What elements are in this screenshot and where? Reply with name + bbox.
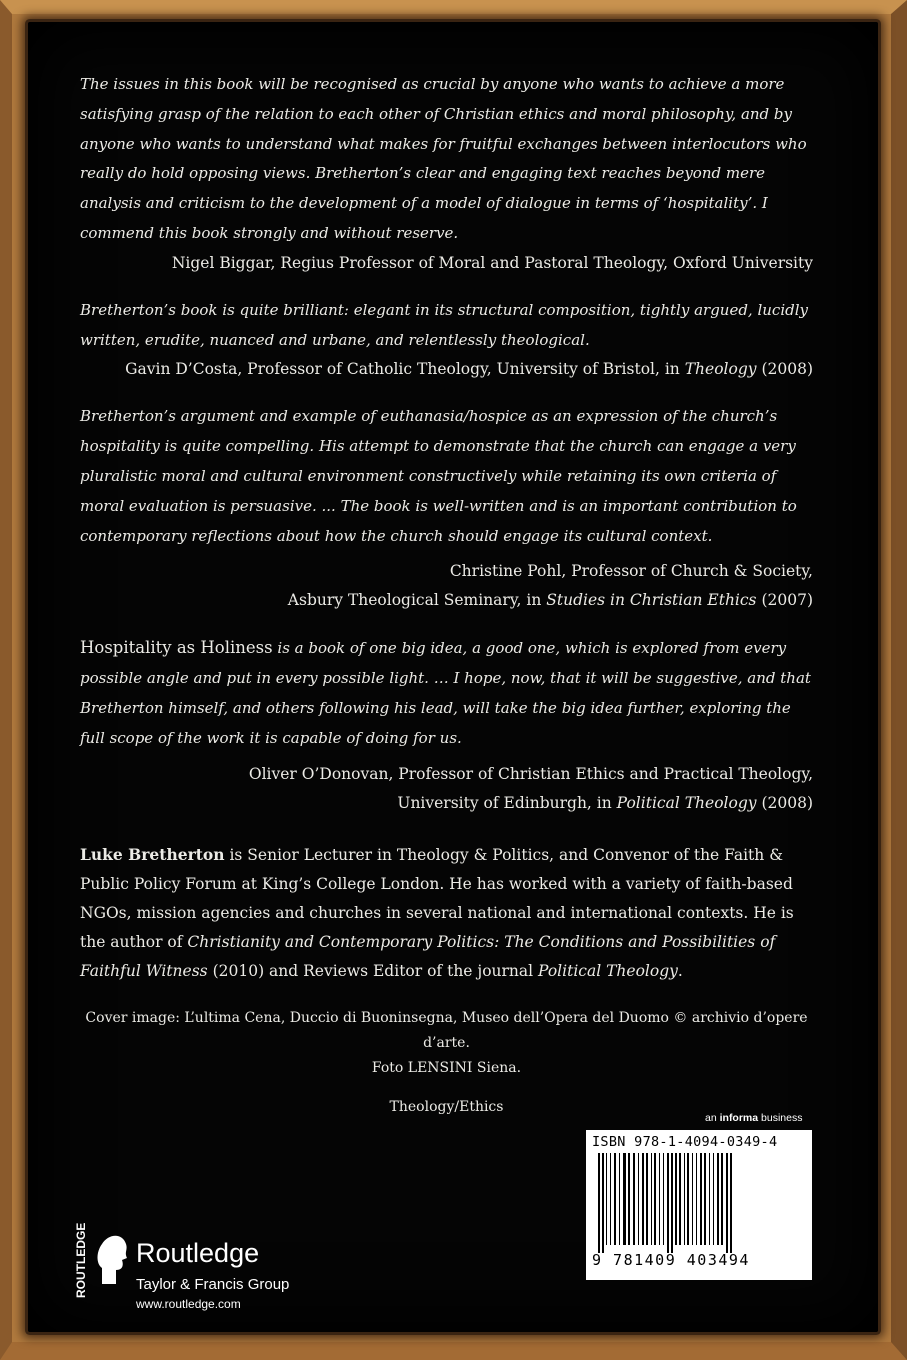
routledge-vertical-wordmark: [70, 1218, 90, 1298]
review-attribution-line1: Christine Pohl, Professor of Church & Society,: [449, 562, 813, 581]
subject-category: Theology/Ethics: [389, 1098, 504, 1115]
source-year: (2008): [761, 793, 813, 812]
author-book-title: Christianity and Contemporary Politics: The Conditions and Possibilities of Faithful Witness: [80, 932, 776, 980]
quote-text: is a book of one big idea, a good one, which is explored from every possible angle and put in every possible light. … I hope, now, that it will be suggestive, and that Bretherton himself, and others following his lead, will take the big idea further, exploring the full scope of the work it is capable of doing for us.: [80, 639, 811, 747]
barcode-bar: [642, 1153, 644, 1245]
barcode-bar: [675, 1153, 677, 1245]
review-quote: [80, 633, 813, 753]
bio-text-2: (2010) and Reviews Editor of the journal: [212, 961, 534, 980]
credit-line-1: Cover image: L’ultima Cena, Duccio di Buoninsegna, Museo dell’Opera del Duomo © archivio d’opere d’arte.: [85, 1009, 808, 1051]
vertical-wordmark-text: ROUTLEDGE: [74, 1222, 88, 1298]
publisher-name: Routledge: [136, 1238, 260, 1268]
barcode-bar: [638, 1153, 639, 1245]
barcode-bar: [717, 1153, 719, 1245]
review-quote: Bretherton’s book is quite brilliant: elegant in its structural composition, tightly argued, lucidly written, erudite, nuanced and urbane, and relentlessly theological.: [80, 300, 808, 349]
barcode-bar: [671, 1153, 673, 1253]
review-attribution: [80, 355, 813, 384]
bio-end: .: [677, 961, 683, 980]
bio-text: is Senior Lecturer in Theology & Politics, and Convenor of the Faith & Public Policy Forum at King’s College London. He has worked with a variety of faith-based NGOs, mission agencies and churches in several national and international contexts. He is the author of: [80, 845, 794, 951]
barcode-bar: [721, 1153, 723, 1245]
barcode-bar: [633, 1153, 635, 1245]
barcode-bar: [598, 1153, 600, 1253]
barcode-bar: [713, 1153, 714, 1245]
barcode-bar: [730, 1153, 732, 1253]
barcode-bar: [606, 1153, 607, 1245]
review-attribution: [80, 586, 813, 615]
barcode-bar: [700, 1153, 702, 1245]
review-quote: The issues in this book will be recognised as crucial by anyone who wants to achieve a more satisfying grasp of the relation to each other of Christian ethics and moral philosophy, and by anyone who wants to understand what makes for fruitful exchanges between interlocutors who really do hold opposing views. Bretherton’s clear and engaging text reaches beyond mere analysis and criticism to the development of a model of dialogue in terms of ‘hospitality’. I commend this book strongly and without reserve.: [80, 75, 807, 242]
source-title: Theology: [684, 360, 757, 379]
barcode-bar: [623, 1153, 626, 1245]
barcode-bar: [619, 1153, 620, 1245]
review-4: [80, 633, 813, 817]
barcode-bar: [684, 1153, 685, 1245]
barcode-bar: [726, 1153, 728, 1253]
barcode-bar: [646, 1153, 648, 1245]
source-title: Studies in Christian Ethics: [546, 591, 757, 610]
isbn-text: ISBN 978-1-4094-0349-4: [592, 1134, 778, 1150]
author-bio: [80, 840, 813, 986]
barcode-bar: [687, 1153, 689, 1245]
publisher-url: www.routledge.com: [136, 1297, 241, 1311]
informa-brand: informa: [719, 1112, 759, 1124]
barcode-bar: [667, 1153, 669, 1253]
barcode-bar: [602, 1153, 604, 1253]
cover-credit: [80, 1006, 813, 1081]
isbn-barcode: [586, 1130, 812, 1280]
review-quote: Bretherton’s argument and example of euthanasia/hospice as an expression of the church’s hospitality is quite compelling. His attempt to demonstrate that the church can engage a very pluralistic moral and cultural environment constructively while retaining its own criteria of moral evaluation is persuasive. ... The book is well-written and is an important contribution to contemporary reflections about how the church should engage its cultural context.: [80, 407, 797, 545]
barcode-bar: [679, 1153, 681, 1245]
routledge-head-icon: [94, 1230, 130, 1286]
source-year: (2008): [761, 360, 813, 379]
journal-title: Political Theology: [538, 961, 678, 980]
review-attribution-line1: Oliver O’Donovan, Professor of Christian Ethics and Practical Theology,: [248, 764, 813, 783]
barcode-bar: [614, 1153, 616, 1245]
barcode-bar: [709, 1153, 710, 1245]
barcode-bar: [659, 1153, 660, 1245]
source-title: Political Theology: [616, 793, 757, 812]
informa-prefix: an: [705, 1112, 717, 1124]
review-1: [80, 70, 813, 278]
attribution-text: University of Edinburgh, in: [397, 793, 612, 812]
barcode-bar: [704, 1153, 706, 1245]
barcode-bar: [651, 1153, 652, 1245]
attribution-text: Asbury Theological Seminary, in: [287, 591, 542, 610]
review-2: [80, 296, 813, 385]
informa-suffix: business: [761, 1112, 803, 1124]
review-3: [80, 402, 813, 615]
publisher-group: Taylor & Francis Group: [136, 1276, 290, 1293]
barcode-bar: [610, 1153, 611, 1245]
review-attribution: [80, 789, 813, 818]
back-cover-content: [80, 70, 813, 1115]
informa-tagline: [705, 1112, 803, 1124]
barcode-bar: [663, 1153, 664, 1245]
isbn-digits: 9 781409 403494: [592, 1251, 750, 1269]
author-name: Luke Bretherton: [80, 844, 225, 864]
barcode-bar: [692, 1153, 693, 1245]
barcode-bars: [592, 1153, 806, 1253]
credit-line-2: Foto LENSINI Siena.: [371, 1059, 522, 1076]
book-title: Hospitality as Holiness: [80, 638, 273, 658]
barcode-bar: [696, 1153, 697, 1245]
source-year: (2007): [761, 591, 813, 610]
review-attribution: Nigel Biggar, Regius Professor of Moral and Pastoral Theology, Oxford University: [171, 253, 813, 272]
barcode-bar: [654, 1153, 656, 1245]
barcode-bar: [628, 1153, 630, 1245]
attribution-text: Gavin D’Costa, Professor of Catholic Theology, University of Bristol, in: [125, 360, 680, 379]
